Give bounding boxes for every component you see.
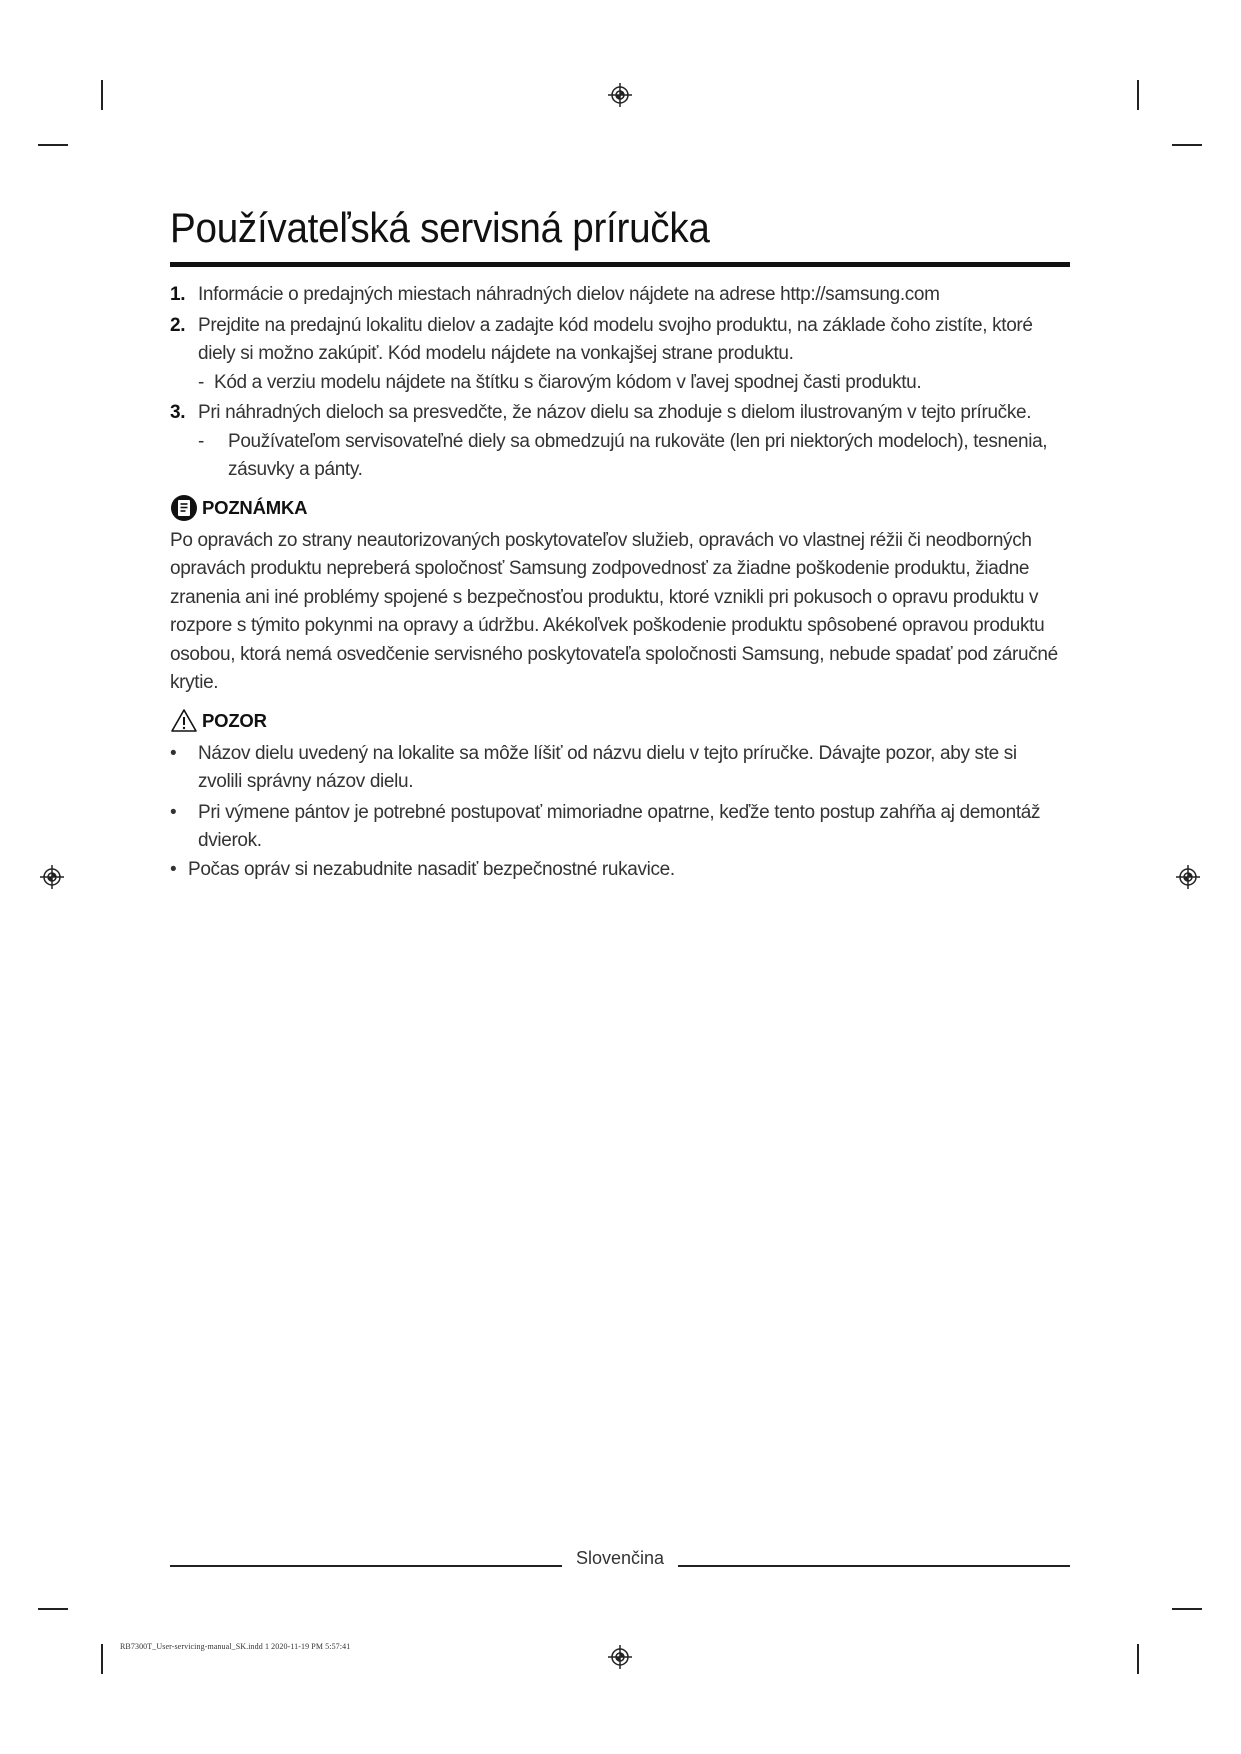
caution-item-continuation: zvolili správny názov dielu. — [198, 771, 414, 792]
crop-mark-top-right-vertical — [1137, 80, 1139, 110]
crop-mark-bottom-right-horizontal — [1172, 1608, 1202, 1610]
page-title: Používateľská servisná príručka — [170, 204, 710, 251]
step-item — [170, 399, 1070, 428]
note-line: zranenia ani iné problémy spojené s bezpečnosťou produktu, ktoré vznikli pri pokusoch o opravu produktu v — [170, 586, 1039, 608]
caution-heading-label: POZOR — [202, 709, 267, 731]
steps-list — [170, 281, 1070, 485]
note-heading — [170, 491, 1070, 525]
crop-mark-top-right-horizontal — [1172, 144, 1202, 146]
registration-mark-icon — [1176, 865, 1200, 889]
step-item — [170, 281, 1070, 310]
note-icon — [170, 494, 198, 522]
footer-rule-right — [678, 1565, 1070, 1567]
note-line: rozpore s týmito pokynmi na opravy a údržbu. Akékoľvek poškodenie produktu spôsobené opravou produktu — [170, 615, 1045, 636]
step-subitem-text: Používateľom servisovateľné diely sa obmedzujú na rukoväte (len pri niektorých modeloch), tesnenia, — [228, 430, 1048, 452]
caution-item — [170, 856, 1070, 885]
step-number: 1. — [170, 284, 186, 305]
dash-marker: - — [198, 430, 204, 452]
step-number: 2. — [170, 314, 186, 336]
caution-list — [170, 740, 1070, 885]
caution-heading — [170, 704, 1070, 738]
caution-item-text: Počas opráv si nezabudnite nasadiť bezpečnostné rukavice. — [188, 858, 675, 880]
registration-mark-icon — [40, 865, 64, 889]
crop-mark-bottom-left-horizontal — [38, 1608, 68, 1610]
print-slug: RB7300T_User-servicing-manual_SK.indd 1 2020-11-19 PM 5:57:41 — [120, 1642, 351, 1651]
registration-mark-icon — [608, 1645, 632, 1669]
step-text: Informácie o predajných miestach náhradných dielov nájdete na adrese http://samsung.com — [198, 284, 940, 305]
note-line: krytie. — [170, 672, 219, 693]
page-footer — [170, 1548, 1070, 1578]
title-underline — [170, 262, 1070, 267]
crop-mark-bottom-right-vertical — [1137, 1644, 1139, 1674]
note-line: osobou, ktorá nemá osvedčenie servisného poskytovateľa spoločnosti Samsung, nebude spadať pod záručné — [170, 643, 1058, 665]
crop-mark-top-left-horizontal — [38, 144, 68, 146]
step-subitem-text: Kód a verziu modelu nájdete na štítku s čiarovým kódom v ľavej spodnej časti produktu. — [214, 371, 922, 393]
step-text: Prejdite na predajnú lokalitu dielov a zadajte kód modelu svojho produktu, na základe čoho zistíte, ktoré — [198, 314, 1033, 336]
step-number: 3. — [170, 402, 186, 423]
step-subitem — [170, 428, 1070, 457]
dash-marker: - — [198, 371, 204, 393]
step-subitem — [170, 369, 1070, 398]
bullet-marker: • — [170, 858, 177, 880]
note-paragraph — [170, 527, 1070, 698]
warning-triangle-icon — [170, 707, 198, 735]
footer-language: Slovenčina — [575, 1548, 665, 1568]
crop-mark-bottom-left-vertical — [101, 1644, 103, 1674]
caution-item — [170, 799, 1070, 828]
step-text-continuation: diely si možno zakúpiť. Kód modelu nájdete na vonkajšej strane produktu. — [198, 343, 794, 364]
registration-mark-icon — [608, 83, 632, 107]
caution-item — [170, 740, 1070, 769]
bullet-marker: • — [170, 801, 177, 823]
caution-item-continuation: dvierok. — [198, 830, 262, 851]
crop-mark-top-left-vertical — [101, 80, 103, 110]
step-item — [170, 312, 1070, 341]
step-subitem-continuation: zásuvky a pánty. — [228, 459, 363, 480]
page-content — [170, 200, 1070, 884]
note-line: opravách produktu nepreberá spoločnosť Samsung zodpovednosť za žiadne poškodenie produktu, žiadne — [170, 558, 1030, 579]
caution-item-text: Názov dielu uvedený na lokalite sa môže líšiť od názvu dielu v tejto príručke. Dávajte pozor, aby ste si — [198, 742, 1017, 764]
note-line: Po opravách zo strany neautorizovaných poskytovateľov služieb, opravách vo vlastnej réžii či neodborných — [170, 529, 1032, 551]
note-heading-label: POZNÁMKA — [202, 496, 308, 518]
caution-item-text: Pri výmene pántov je potrebné postupovať mimoriadne opatrne, keďže tento postup zahŕňa aj demontáž — [198, 801, 1041, 823]
step-text: Pri náhradných dieloch sa presvedčte, že názov dielu sa zhoduje s dielom ilustrovaným v tejto príručke. — [198, 402, 1032, 423]
bullet-marker: • — [170, 742, 177, 764]
